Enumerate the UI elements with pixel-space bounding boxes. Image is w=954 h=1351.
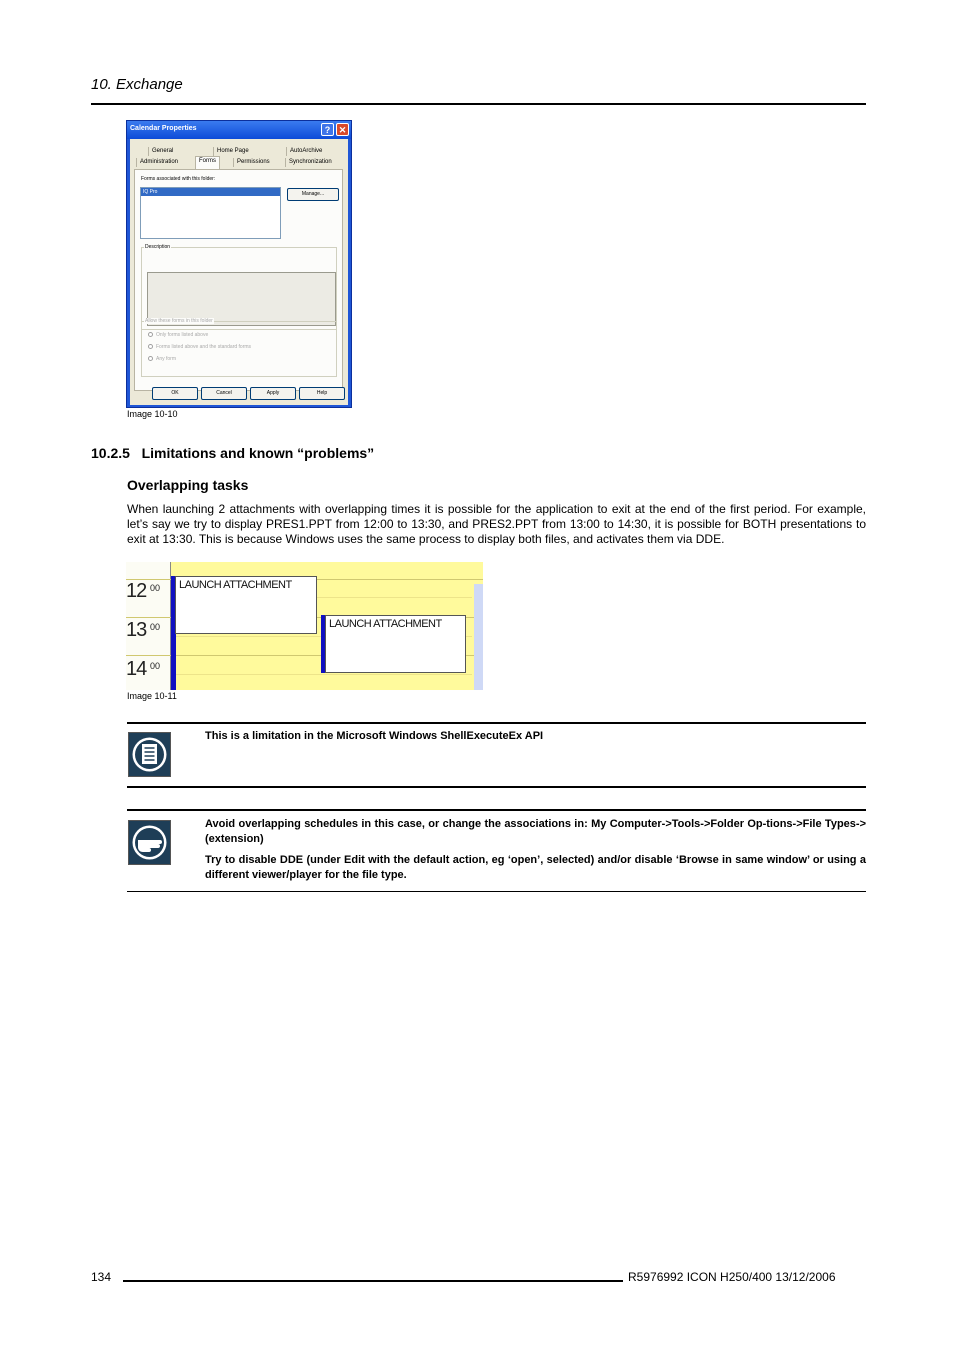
- tip-bottom-rule: [127, 891, 866, 892]
- dialog-title: Calendar Properties: [130, 125, 197, 132]
- event-title: LAUNCH ATTACHMENT: [179, 579, 292, 591]
- apply-button[interactable]: Apply: [250, 387, 296, 400]
- page-number: 134: [91, 1270, 112, 1284]
- image-caption: Image 10-10: [127, 409, 178, 419]
- radio-listed-and-standard-label: Forms listed above and the standard forms: [156, 344, 252, 350]
- note-top-rule: [127, 722, 866, 724]
- tab-forms[interactable]: Forms: [195, 156, 220, 170]
- forms-list-label: Forms associated with this folder:: [141, 176, 216, 182]
- minute-label: 00: [150, 661, 161, 671]
- cancel-button[interactable]: Cancel: [201, 387, 247, 400]
- dialog-titlebar: [127, 121, 351, 139]
- calendar-event[interactable]: [175, 576, 317, 634]
- help-button[interactable]: Help: [299, 387, 345, 400]
- note-bottom-rule: [127, 786, 866, 788]
- body-paragraph: When launching 2 attachments with overlapping times it is possible for the application to exit at the end of the first period. For example, let’s say we try to display PRES1.PPT from 12:00 to 13:30, and PRES2.PPT from 13:00 to 14:30, it is possible for BOTH presentations to exit at 13:30. This is because Windows uses the same process to display both files, and activates them via DDE.: [127, 502, 866, 546]
- half-hour-line: [172, 674, 472, 675]
- radio-only-listed[interactable]: [148, 332, 153, 337]
- tip-paragraph: Avoid overlapping schedules in this case, or change the associations in: My Computer->Tools->Folder Op-tions->File Types->(extension): [205, 818, 866, 845]
- header-rule: [91, 103, 866, 105]
- hour-label: 14: [126, 658, 147, 680]
- tip-text: [205, 817, 866, 889]
- footer-rule: [123, 1280, 623, 1282]
- manage-button[interactable]: Manage...: [287, 188, 339, 201]
- close-icon[interactable]: ✕: [336, 123, 349, 136]
- dialog-body: [130, 139, 348, 405]
- list-item[interactable]: IQ Pro: [141, 188, 280, 196]
- tab-autoarchive[interactable]: AutoArchive: [286, 147, 325, 156]
- radio-only-listed-label: Only forms listed above: [156, 332, 209, 338]
- calendar-scrollbar[interactable]: [474, 584, 483, 690]
- note-text: This is a limitation in the Microsoft Windows ShellExecuteEx API: [205, 730, 544, 742]
- section-heading: [91, 445, 374, 461]
- hour-label: 12: [126, 580, 147, 602]
- help-icon[interactable]: ?: [321, 123, 334, 136]
- minute-label: 00: [150, 622, 161, 632]
- minute-label: 00: [150, 583, 161, 593]
- note-icon: [128, 732, 171, 777]
- allow-forms-label: Allow these forms in this folder: [145, 318, 213, 324]
- tab-home-page[interactable]: Home Page: [213, 147, 252, 156]
- tab-administration[interactable]: Administration: [136, 158, 181, 167]
- forms-list[interactable]: [140, 187, 281, 239]
- pointing-hand-icon: [128, 820, 171, 865]
- subsection-heading: Overlapping tasks: [127, 477, 249, 493]
- tip-paragraph: Try to disable DDE (under Edit with the default action, eg ‘open’, selected) and/or disable ‘Browse in same window’ or using a different viewer/player for the file type.: [205, 854, 866, 881]
- tab-synchronization[interactable]: Synchronization: [285, 158, 335, 167]
- image-caption: Image 10-11: [127, 691, 177, 701]
- tip-top-rule: [127, 809, 866, 811]
- section-title: Limitations and known “problems”: [141, 445, 375, 461]
- radio-listed-and-standard[interactable]: [148, 344, 153, 349]
- hour-label: 13: [126, 619, 147, 641]
- tab-general[interactable]: General: [148, 147, 176, 156]
- description-label: Description: [145, 244, 171, 250]
- radio-any-form-label: Any form: [156, 356, 177, 362]
- section-number: 10.2.5: [91, 445, 130, 461]
- tab-permissions[interactable]: Permissions: [233, 158, 273, 167]
- event-title: LAUNCH ATTACHMENT: [329, 618, 442, 630]
- calendar-event[interactable]: [325, 615, 466, 673]
- calendar-properties-dialog: [126, 120, 352, 408]
- calendar-view: [126, 562, 483, 690]
- document-reference: R5976992 ICON H250/400 13/12/2006: [628, 1270, 836, 1284]
- ok-button[interactable]: OK: [152, 387, 198, 400]
- radio-any-form[interactable]: [148, 356, 153, 361]
- chapter-header: 10. Exchange: [91, 76, 183, 93]
